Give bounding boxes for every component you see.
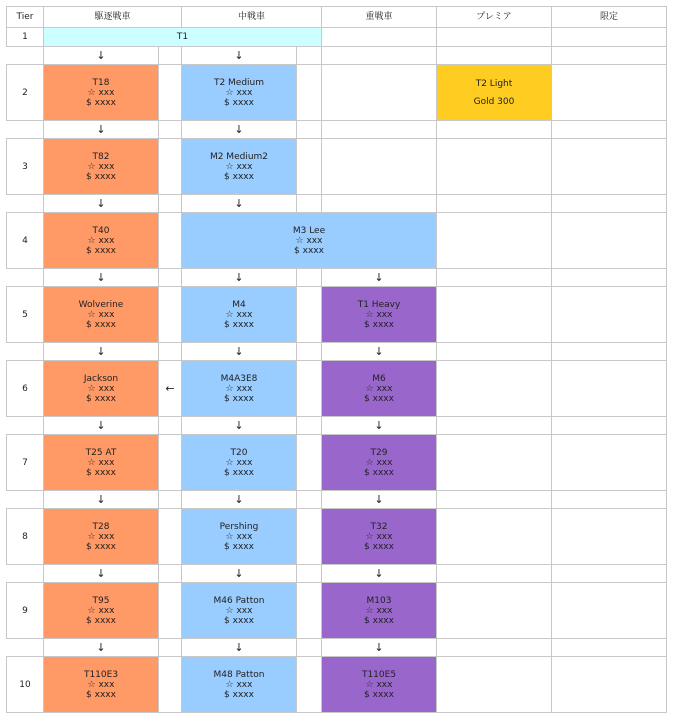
grid-cell	[436, 508, 552, 565]
tank-cost: $ xxxx	[224, 541, 254, 552]
grid-cell	[158, 490, 182, 509]
td-tank-9	[43, 582, 159, 639]
tank-name: T2 Medium	[213, 77, 265, 88]
arrow-icon	[181, 490, 297, 509]
tank-cost: $ xxxx	[364, 615, 394, 626]
grid-cell	[551, 194, 667, 213]
grid-cell	[551, 268, 667, 287]
td-tank-2	[43, 64, 159, 121]
arrow-glyph: ↓	[234, 640, 244, 654]
tank-stars: ☆ xxx	[225, 531, 253, 542]
tank-stars: ☆ xxx	[365, 309, 393, 320]
grid-cell	[436, 564, 552, 583]
arrow-icon	[181, 194, 297, 213]
tank-cost: $ xxxx	[86, 689, 116, 700]
tank-stars: ☆ xxx	[365, 457, 393, 468]
tank-stars: ☆ xxx	[225, 679, 253, 690]
tank-stars: ☆ xxx	[87, 309, 115, 320]
grid-cell	[436, 286, 552, 343]
header-heavy-label: 重戦車	[365, 12, 393, 22]
grid-cell	[158, 434, 182, 491]
tank-stars: ☆ xxx	[87, 87, 115, 98]
premium-price: Gold 300	[473, 96, 515, 107]
tank-name: T28	[92, 521, 110, 532]
arrow-icon	[321, 564, 437, 583]
tank-cost: $ xxxx	[224, 689, 254, 700]
arrow-glyph: ↓	[234, 492, 244, 506]
grid-cell	[296, 508, 322, 565]
tank-cost: $ xxxx	[86, 615, 116, 626]
tank-stars: ☆ xxx	[87, 161, 115, 172]
heavy-tank-5	[321, 286, 437, 343]
tank-cost: $ xxxx	[294, 245, 324, 256]
header-premium	[436, 6, 552, 28]
tank-cost: $ xxxx	[224, 615, 254, 626]
tank-cost: $ xxxx	[86, 467, 116, 478]
heavy-tank-6	[321, 360, 437, 417]
arrow-icon	[321, 416, 437, 435]
grid-cell	[158, 268, 182, 287]
grid-cell	[158, 138, 182, 195]
tier-number	[6, 508, 44, 565]
grid-cell	[158, 286, 182, 343]
arrow-icon	[321, 268, 437, 287]
tank-cost: $ xxxx	[224, 171, 254, 182]
grid-cell	[436, 582, 552, 639]
arrow-glyph: ↓	[96, 122, 106, 136]
medium-tank-6	[181, 360, 297, 417]
grid-cell	[551, 490, 667, 509]
tank-stars: ☆ xxx	[225, 309, 253, 320]
tier-number-label: 1	[22, 32, 28, 42]
grid-cell	[436, 416, 552, 435]
arrow-glyph: ↓	[234, 122, 244, 136]
grid-cell	[551, 416, 667, 435]
grid-cell	[296, 490, 322, 509]
grid-cell	[551, 582, 667, 639]
grid-cell	[551, 138, 667, 195]
tank-stars: ☆ xxx	[225, 605, 253, 616]
tank-name: M2 Medium2	[209, 151, 269, 162]
grid-cell	[551, 638, 667, 657]
arrow-icon	[43, 194, 159, 213]
tank-name: T82	[92, 151, 110, 162]
grid-cell	[436, 342, 552, 361]
tank-name: T1	[176, 32, 189, 42]
grid-cell	[158, 564, 182, 583]
arrow-glyph: ↓	[96, 344, 106, 358]
tier-number	[6, 138, 44, 195]
heavy-tank-8	[321, 508, 437, 565]
tank-cost: $ xxxx	[86, 245, 116, 256]
arrow-glyph: ↓	[96, 196, 106, 210]
arrow-icon	[181, 342, 297, 361]
header-medium-label: 中戦車	[237, 12, 265, 22]
grid-cell	[321, 64, 437, 121]
tank-cost: $ xxxx	[86, 541, 116, 552]
medium-tank-3	[181, 138, 297, 195]
tier-number	[6, 27, 44, 47]
grid-cell	[158, 194, 182, 213]
grid-cell	[436, 138, 552, 195]
tier-number-label: 2	[22, 87, 28, 98]
tank-cost: $ xxxx	[224, 467, 254, 478]
tank-stars: ☆ xxx	[87, 531, 115, 542]
grid-cell	[551, 508, 667, 565]
tier-number-label: 5	[22, 309, 28, 320]
grid-cell	[436, 194, 552, 213]
tank-name: T40	[92, 225, 110, 236]
grid-cell	[551, 212, 667, 269]
tank-name: T110E3	[83, 669, 119, 680]
tank-name: Pershing	[219, 521, 259, 532]
grid-cell	[551, 656, 667, 713]
tank-cost: $ xxxx	[224, 319, 254, 330]
tier-number-label: 7	[22, 457, 28, 468]
arrow-icon	[321, 490, 437, 509]
grid-cell	[321, 27, 437, 47]
grid-cell	[436, 268, 552, 287]
grid-cell	[436, 656, 552, 713]
grid-cell	[436, 434, 552, 491]
tank-name: T1 Heavy	[357, 299, 401, 310]
grid-cell	[296, 582, 322, 639]
tank-stars: ☆ xxx	[87, 383, 115, 394]
medium-tank-7	[181, 434, 297, 491]
arrow-icon	[181, 416, 297, 435]
premium-tank-2	[436, 64, 552, 121]
arrow-glyph: ↓	[96, 270, 106, 284]
tank-name: Jackson	[83, 373, 119, 384]
header-heavy	[321, 6, 437, 28]
grid-cell	[436, 212, 552, 269]
tank-stars: ☆ xxx	[87, 605, 115, 616]
tank-stars: ☆ xxx	[365, 679, 393, 690]
grid-cell	[321, 138, 437, 195]
grid-cell	[158, 656, 182, 713]
medium-tank-5	[181, 286, 297, 343]
arrow-icon	[43, 120, 159, 139]
tank-name: T18	[92, 77, 110, 88]
td-tank-6	[43, 360, 159, 417]
tank-stars: ☆ xxx	[295, 235, 323, 246]
arrow-glyph: ↓	[374, 640, 384, 654]
header-limited	[551, 6, 667, 28]
medium-tank-9	[181, 582, 297, 639]
tank-stars: ☆ xxx	[365, 531, 393, 542]
arrow-glyph: ↓	[374, 566, 384, 580]
grid-cell	[551, 64, 667, 121]
arrow-glyph: ←	[165, 381, 175, 395]
td-tank-5	[43, 286, 159, 343]
arrow-icon	[43, 46, 159, 65]
tier-number-label: 9	[22, 605, 28, 616]
header-tier-label: Tier	[16, 12, 34, 22]
medium-tank-8	[181, 508, 297, 565]
tier-number	[6, 656, 44, 713]
grid-cell	[296, 416, 322, 435]
tank-cost: $ xxxx	[86, 171, 116, 182]
grid-cell	[158, 342, 182, 361]
arrow-glyph: ↓	[374, 418, 384, 432]
tier-number-label: 3	[22, 161, 28, 172]
grid-cell	[436, 120, 552, 139]
grid-cell	[296, 268, 322, 287]
arrow-icon	[43, 564, 159, 583]
tank-cost: $ xxxx	[224, 97, 254, 108]
grid-cell	[296, 120, 322, 139]
tank-cost: $ xxxx	[364, 467, 394, 478]
td-tank-4	[43, 212, 159, 269]
tank-name: T29	[370, 447, 388, 458]
tank-name: T20	[230, 447, 248, 458]
arrow-icon	[43, 342, 159, 361]
heavy-tank-10	[321, 656, 437, 713]
arrow-icon	[43, 490, 159, 509]
tank-name: M4	[232, 299, 246, 310]
tank-cost: $ xxxx	[364, 393, 394, 404]
tank-name: M46 Patton	[213, 595, 265, 606]
medium-tank-4	[181, 212, 437, 269]
tier-number-label: 6	[22, 383, 28, 394]
grid-cell	[551, 360, 667, 417]
tier1-tank-cell	[43, 27, 322, 47]
grid-cell	[158, 582, 182, 639]
grid-cell	[296, 46, 322, 65]
arrow-glyph: ↓	[374, 492, 384, 506]
tank-stars: ☆ xxx	[87, 235, 115, 246]
tier-number	[6, 582, 44, 639]
tank-cost: $ xxxx	[86, 393, 116, 404]
grid-cell	[551, 286, 667, 343]
arrow-glyph: ↓	[234, 196, 244, 210]
grid-cell	[551, 342, 667, 361]
tier-number	[6, 212, 44, 269]
grid-cell	[551, 46, 667, 65]
grid-cell	[321, 120, 437, 139]
tank-stars: ☆ xxx	[225, 87, 253, 98]
grid-cell	[296, 194, 322, 213]
arrow-icon	[321, 342, 437, 361]
tank-cost: $ xxxx	[364, 541, 394, 552]
arrow-glyph: ↓	[96, 492, 106, 506]
tank-stars: ☆ xxx	[87, 457, 115, 468]
td-tank-3	[43, 138, 159, 195]
tier-number	[6, 64, 44, 121]
header-td	[43, 6, 182, 28]
arrow-glyph: ↓	[96, 640, 106, 654]
tank-stars: ☆ xxx	[365, 383, 393, 394]
grid-cell	[158, 46, 182, 65]
tank-cost: $ xxxx	[364, 689, 394, 700]
tier-number	[6, 434, 44, 491]
tank-cost: $ xxxx	[86, 319, 116, 330]
td-tank-7	[43, 434, 159, 491]
tank-name: T32	[370, 521, 388, 532]
tank-stars: ☆ xxx	[225, 383, 253, 394]
grid-cell	[436, 490, 552, 509]
arrow-icon	[181, 268, 297, 287]
tank-name: T2 Light	[475, 78, 513, 89]
header-tier	[6, 6, 44, 28]
tier-number-label: 8	[22, 531, 28, 542]
grid-cell	[321, 194, 437, 213]
tank-stars: ☆ xxx	[87, 679, 115, 690]
arrow-glyph: ↓	[234, 270, 244, 284]
tank-name: M3 Lee	[292, 225, 326, 236]
tank-stars: ☆ xxx	[365, 605, 393, 616]
left-arrow-icon	[158, 360, 182, 417]
tank-name: T95	[92, 595, 110, 606]
grid-cell	[551, 120, 667, 139]
arrow-glyph: ↓	[234, 344, 244, 358]
grid-cell	[296, 360, 322, 417]
arrow-icon	[43, 638, 159, 657]
arrow-glyph: ↓	[96, 566, 106, 580]
tank-name: T25 AT	[85, 447, 117, 458]
grid-cell	[158, 212, 182, 269]
grid-cell	[158, 120, 182, 139]
grid-cell	[436, 638, 552, 657]
tank-cost: $ xxxx	[224, 393, 254, 404]
arrow-glyph: ↓	[374, 270, 384, 284]
tier-number	[6, 286, 44, 343]
grid-cell	[158, 416, 182, 435]
tank-stars: ☆ xxx	[225, 161, 253, 172]
tank-name: Wolverine	[78, 299, 124, 310]
arrow-glyph: ↓	[234, 418, 244, 432]
grid-cell	[296, 138, 322, 195]
tank-name: M103	[366, 595, 392, 606]
grid-cell	[296, 638, 322, 657]
tank-stars: ☆ xxx	[225, 457, 253, 468]
grid-cell	[296, 64, 322, 121]
tank-name: T110E5	[361, 669, 397, 680]
arrow-glyph: ↓	[96, 418, 106, 432]
heavy-tank-9	[321, 582, 437, 639]
grid-cell	[436, 27, 552, 47]
tier-number-label: 4	[22, 235, 28, 246]
grid-cell	[158, 638, 182, 657]
header-premium-label: プレミア	[476, 12, 512, 22]
grid-cell	[551, 434, 667, 491]
td-tank-8	[43, 508, 159, 565]
tank-cost: $ xxxx	[86, 97, 116, 108]
header-medium	[181, 6, 322, 28]
grid-cell	[296, 286, 322, 343]
arrow-icon	[181, 638, 297, 657]
grid-cell	[436, 360, 552, 417]
arrow-icon	[181, 46, 297, 65]
td-tank-10	[43, 656, 159, 713]
grid-cell	[158, 508, 182, 565]
arrow-icon	[43, 268, 159, 287]
tank-cost: $ xxxx	[364, 319, 394, 330]
arrow-glyph: ↓	[96, 48, 106, 62]
header-td-label: 駆逐戦車	[94, 12, 131, 22]
grid-cell	[296, 434, 322, 491]
medium-tank-10	[181, 656, 297, 713]
tier-number	[6, 360, 44, 417]
arrow-glyph: ↓	[234, 48, 244, 62]
arrow-icon	[181, 120, 297, 139]
arrow-glyph: ↓	[234, 566, 244, 580]
heavy-tank-7	[321, 434, 437, 491]
grid-cell	[436, 46, 552, 65]
grid-cell	[321, 46, 437, 65]
grid-cell	[296, 656, 322, 713]
tier-number-label: 10	[19, 679, 31, 690]
arrow-glyph: ↓	[374, 344, 384, 358]
medium-tank-2	[181, 64, 297, 121]
grid-cell	[551, 27, 667, 47]
grid-cell	[158, 64, 182, 121]
tank-name: M4A3E8	[220, 373, 258, 384]
grid-cell	[296, 564, 322, 583]
arrow-icon	[321, 638, 437, 657]
header-limited-label: 限定	[599, 12, 618, 22]
arrow-icon	[181, 564, 297, 583]
tank-name: M48 Patton	[213, 669, 265, 680]
arrow-icon	[43, 416, 159, 435]
tank-name: M6	[372, 373, 386, 384]
grid-cell	[551, 564, 667, 583]
grid-cell	[296, 342, 322, 361]
